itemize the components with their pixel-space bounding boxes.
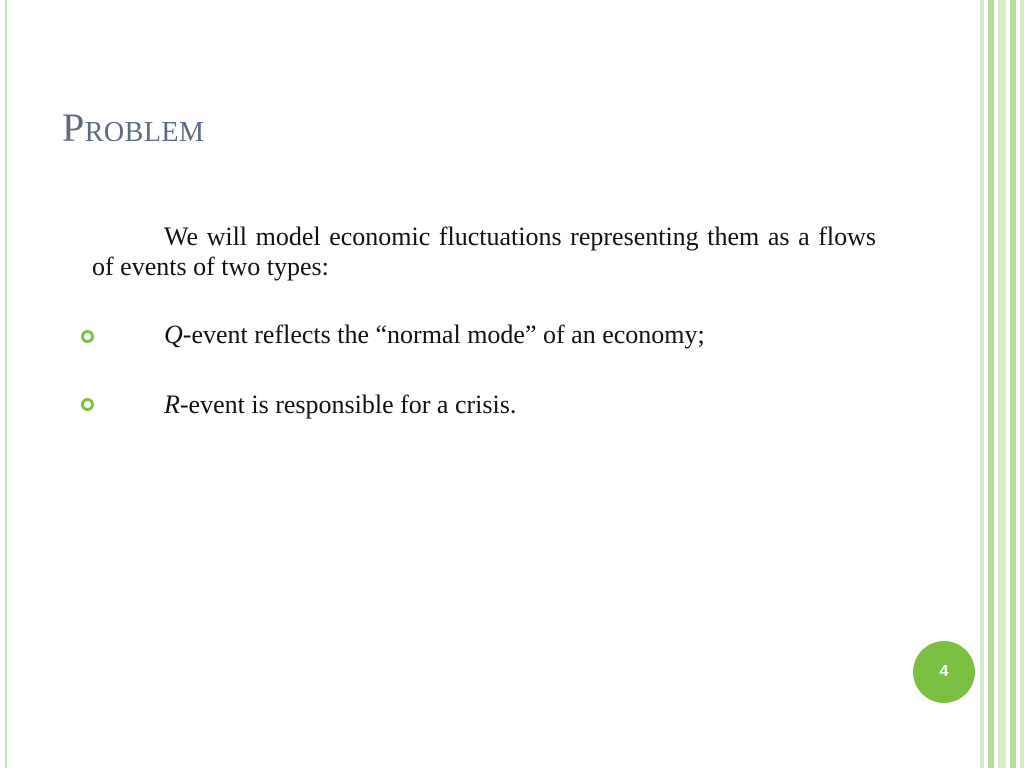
- variable-q: Q: [164, 320, 183, 349]
- stripe: [1020, 0, 1024, 768]
- stripe: [998, 0, 1006, 768]
- variable-r: R: [164, 390, 180, 419]
- bullet-text: -event reflects the “normal mode” of an economy;: [182, 320, 705, 349]
- page-number-badge: 4: [913, 641, 975, 703]
- stripe: [980, 0, 984, 768]
- stripe: [1010, 0, 1016, 768]
- bullet-item-r: [92, 390, 876, 420]
- stripe: [988, 0, 994, 768]
- bullet-item-q: [92, 320, 876, 350]
- slide-title: Problem: [62, 105, 205, 150]
- decorative-stripes: [976, 0, 1024, 768]
- intro-paragraph: We will model economic fluctuations representing them as a flows of events of two types:: [92, 222, 876, 281]
- left-border-line: [5, 0, 7, 768]
- bullet-text: -event is responsible for a crisis.: [179, 390, 517, 419]
